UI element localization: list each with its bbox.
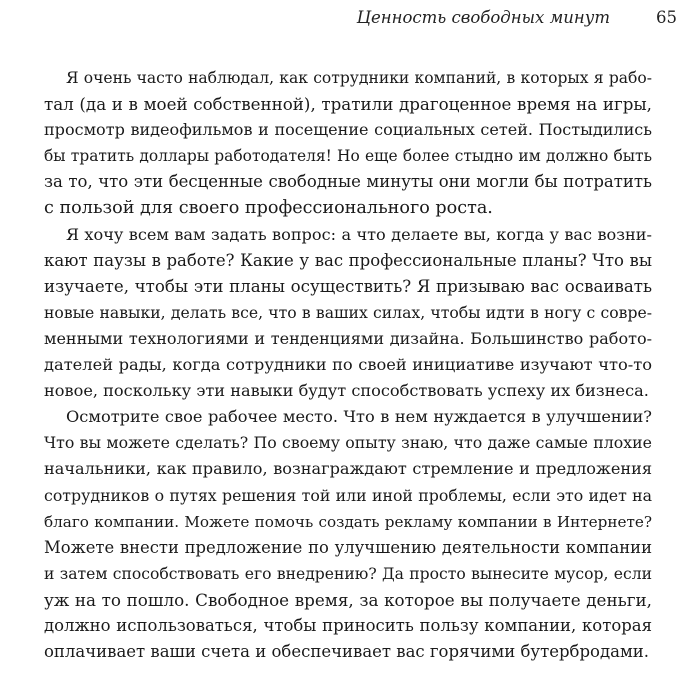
paragraph-2-line-4: новые навыки, делать все, что в ваших силах, чтобы идти в ногу с совре- xyxy=(44,302,652,322)
paragraph-2-line-7: новое, поскольку эти навыки будут способствовать успеху их бизнеса. xyxy=(44,381,649,401)
running-title: Ценность свободных минут xyxy=(356,8,610,27)
paragraph-1-line-5: за то, что эти бесценные свободные минуты они могли бы потратить xyxy=(44,172,652,192)
paragraph-2-line-6: дателей рады, когда сотрудники по своей инициативе изучают что-то xyxy=(44,355,652,375)
paragraph-3-line-5: благо компании. Можете помочь создать рекламу компании в Интернете? xyxy=(44,512,652,531)
paragraph-3-line-10: оплачивает ваши счета и обеспечивает вас горячими бутербродами. xyxy=(44,642,650,662)
running-head xyxy=(40,8,677,34)
paragraph-3-line-6: Можете внести предложение по улучшению деятельности компании xyxy=(44,537,652,557)
paragraph-3-line-1: Осмотрите свое рабочее место. Что в нем нуждается в улучшении? xyxy=(66,407,652,427)
paragraph-2-line-2: кают паузы в работе? Какие у вас профессиональные планы? Что вы xyxy=(44,250,652,270)
paragraph-3-line-3: начальники, как правило, вознаграждают стремление и предложения xyxy=(44,459,652,479)
paragraph-2-line-3: изучаете, чтобы эти планы осуществить? Я призываю вас осваивать xyxy=(44,276,652,296)
paragraph-3-line-2: Что вы можете сделать? По своему опыту знаю, что даже самые плохие xyxy=(44,433,652,453)
body-text xyxy=(44,65,652,665)
page-number: 65 xyxy=(656,8,677,27)
paragraph-3-line-8: уж на то пошло. Свободное время, за которое вы получаете деньги, xyxy=(44,589,652,610)
paragraph-1-line-2: тал (да и в моей собственной), тратили драгоценное время на игры, xyxy=(44,94,652,115)
paragraph-1-line-3: просмотр видеофильмов и посещение социальных сетей. Постыдились xyxy=(44,120,652,140)
paragraph-2-line-1: Я хочу всем вам задать вопрос: а что делаете вы, когда у вас возни- xyxy=(66,224,652,244)
paragraph-3-line-4: сотрудников о путях решения той или иной проблемы, если это идет на xyxy=(44,485,652,505)
paragraph-1-line-1: Я очень часто наблюдал, как сотрудники компаний, в которых я рабо- xyxy=(66,69,652,87)
paragraph-3-line-7: и затем способствовать его внедрению? Да просто вынесите мусор, если xyxy=(44,564,652,583)
paragraph-1-line-4: бы тратить доллары работодателя! Но еще более стыдно им должно быть xyxy=(44,147,652,166)
paragraph-1-line-6: с пользой для своего профессионального роста. xyxy=(44,198,493,219)
paragraph-3-line-9: должно использоваться, чтобы приносить пользу компании, которая xyxy=(44,615,652,635)
paragraph-2-line-5: менными технологиями и тенденциями дизайна. Большинство работо- xyxy=(44,328,652,348)
